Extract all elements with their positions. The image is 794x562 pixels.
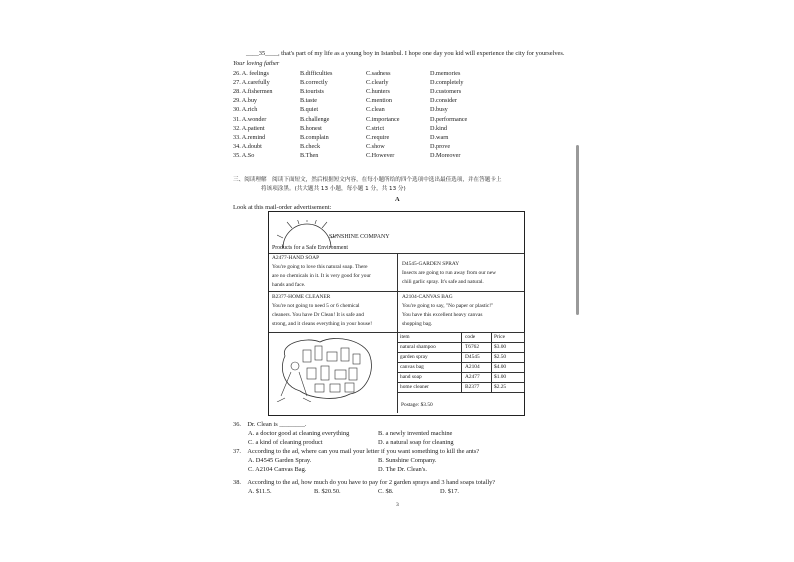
bag-line: shopping bag.: [402, 321, 433, 327]
lead-text: Look at this mail-order advertisement:: [233, 204, 332, 211]
table-cell: A2104: [465, 363, 480, 370]
option-b: B.Then: [300, 151, 319, 159]
table-cell: A2477: [465, 373, 480, 380]
question-option-b: B. Sunshine Company.: [378, 457, 437, 464]
question-number: 29.: [233, 97, 241, 105]
question-number: 28.: [233, 88, 241, 96]
option-a: [233, 71, 269, 77]
option-b: B.taste: [300, 97, 318, 105]
option-c: C.sadness: [366, 70, 391, 77]
cleaner-line: You're not going to need 5 or 6 chemical: [272, 303, 360, 309]
option-a: [233, 144, 262, 150]
table-cell: D4545: [465, 353, 480, 360]
company-name: SUNSHINE COMPANY: [329, 234, 390, 240]
company-slogan: Products for a Safe Environment: [272, 245, 348, 251]
question-stem: 37. According to the ad, where can you mail your letter if you want something to kill the ants?: [233, 448, 480, 455]
hand-soap-title: A2477-HAND SOAP: [272, 255, 320, 261]
option-c: C.However: [366, 151, 395, 159]
bag-title: A2104-CANVAS BAG: [402, 294, 453, 300]
question-number: 33.: [233, 133, 241, 141]
passage-label: A: [395, 196, 400, 203]
option-d: D.performance: [430, 115, 468, 123]
option-a: [233, 80, 270, 86]
table-cell: home cleaner: [400, 383, 429, 390]
table-cell: canvas bag: [400, 363, 424, 370]
option-text: A.rich: [241, 106, 258, 114]
option-text: A.wonder: [241, 115, 267, 123]
scrollbar[interactable]: [576, 145, 579, 315]
option-c: C.show: [366, 142, 385, 150]
table-cell: $2.25: [494, 383, 507, 390]
postage: Postage: $3.50: [401, 402, 433, 408]
question-option-d: D. The Dr. Clean's.: [378, 466, 427, 473]
option-d: D.busy: [430, 106, 448, 114]
option-a: [233, 98, 257, 104]
table-cell: natural shampoo: [400, 343, 436, 350]
bag-line: You're going to say, "No paper or plastic!": [402, 303, 494, 309]
option-text: A.doubt: [241, 142, 262, 150]
table-cell: B2377: [465, 383, 480, 390]
page-number: 3: [396, 502, 399, 508]
question-number: 35.: [233, 151, 241, 159]
question-stem: 36. Dr. Clean is ________.: [233, 421, 307, 428]
option-c: C.mention: [366, 97, 392, 105]
q38-option-d: D. $17.: [440, 488, 459, 495]
option-c: C.strict: [366, 124, 385, 132]
option-d: D.kind: [430, 124, 448, 132]
cleaner-line: cleaners. You have Dr Clean! It is safe and: [272, 312, 364, 318]
option-b: B.difficulties: [300, 70, 333, 77]
table-header: item: [400, 333, 410, 340]
question-38: 38. According to the ad, how much do you have to pay for 2 garden sprays and 3 hand soaps totally?: [233, 479, 496, 486]
question-option-a: A. a doctor good at cleaning everything: [248, 430, 350, 437]
table-cell: $1.00: [494, 373, 507, 380]
table-header: code: [465, 333, 476, 340]
section-heading: 三、阅读理解 阅读下面短文，然后根据短文内容，在每小题所给的四个选项中选出最佳选项，并在答题卡上: [233, 177, 502, 183]
option-b: B.quiet: [300, 106, 319, 114]
option-d: D.customers: [430, 88, 462, 96]
option-a: [233, 89, 273, 95]
bag-line: You have this excellent heavy canvas: [402, 312, 483, 318]
hand-soap-line: are no chemicals in it. It is very good for your: [272, 273, 371, 279]
option-a: [233, 135, 265, 141]
advertisement-box: [268, 211, 525, 416]
option-b: B.challenge: [300, 115, 330, 123]
question-option-a: A. D4545 Garden Spray.: [248, 457, 312, 464]
option-c: C.importance: [366, 115, 400, 123]
table-cell: T6762: [465, 343, 480, 350]
option-text: A.fishermen: [241, 88, 273, 96]
option-d: D.warn: [430, 133, 449, 141]
question-number: 27.: [233, 79, 241, 87]
option-d: D.consider: [430, 97, 457, 105]
table-cell: garden spray: [400, 353, 428, 360]
option-a: [233, 126, 265, 132]
table-header: Price: [494, 333, 506, 340]
garden-spray-line: Insects are going to run away from our new: [402, 270, 497, 276]
question-option-d: D. a natural soap for cleaning: [378, 439, 454, 446]
option-d: D.Moreover: [430, 151, 461, 159]
option-b: B.tourists: [300, 88, 324, 96]
q38-option-a: A. $11.5.: [248, 488, 272, 495]
cleaner-line: strong, and it cleans everything in your house!: [272, 321, 373, 327]
question-number: 26.: [233, 70, 241, 77]
garden-spray-line: chili garlic spray. It's safe and natural.: [402, 279, 484, 285]
q38-option-b: B. $20.50.: [314, 488, 341, 495]
cleaner-title: B2377-HOME CLEANER: [272, 294, 331, 300]
option-text: A.So: [241, 151, 255, 159]
hand-soap-line: hands and face.: [272, 282, 306, 288]
option-d: D.prove: [430, 142, 451, 150]
section-heading-line2: 将该项涂黑。(共大题共 13 小题，每小题 1 分，共 13 分): [261, 186, 406, 192]
option-text: A.buy: [241, 97, 258, 105]
option-text: A.remind: [241, 133, 266, 141]
option-a: [233, 153, 254, 159]
signature: Your loving father: [233, 60, 280, 67]
option-d: D.completely: [430, 79, 464, 87]
question-option-b: B. a newly invented machine: [378, 430, 453, 437]
option-b: B.honest: [300, 124, 322, 132]
option-b: B.complain: [300, 133, 329, 141]
option-text: A. feelings: [241, 70, 269, 77]
option-b: B.correctly: [300, 79, 328, 87]
question-number: 34.: [233, 142, 241, 150]
option-c: C.require: [366, 133, 390, 141]
question-option-c: C. A2104 Canvas Bag.: [248, 466, 307, 473]
hand-soap-line: You're going to love this natural soap. There: [272, 264, 368, 270]
table-cell: hand soap: [400, 373, 422, 380]
option-a: [233, 107, 257, 113]
option-a: [233, 117, 266, 123]
table-cell: $4.00: [494, 363, 507, 370]
option-text: A.patient: [241, 124, 265, 132]
question-number: 30.: [233, 106, 241, 114]
option-c: C.clearly: [366, 79, 389, 87]
question-option-c: C. a kind of cleaning product: [248, 439, 323, 446]
option-d: D.memories: [430, 70, 461, 77]
intro-line: ____35____, that's part of my life as a young boy in Istanbul. I hope one day you kid will experience the city for yourselves.: [246, 50, 565, 57]
table-cell: $2.50: [494, 353, 507, 360]
option-b: B.check: [300, 142, 321, 150]
question-number: 32.: [233, 124, 241, 132]
table-cell: $3.00: [494, 343, 507, 350]
q38-option-c: C. $8.: [378, 488, 394, 495]
option-text: A.carefully: [241, 79, 270, 87]
products-illustration-icon: [275, 336, 375, 402]
option-c: C.hunters: [366, 88, 390, 96]
option-c: C.clean: [366, 106, 385, 114]
garden-spray-title: D4545-GARDEN SPRAY: [402, 261, 460, 267]
question-number: 31.: [233, 115, 241, 123]
